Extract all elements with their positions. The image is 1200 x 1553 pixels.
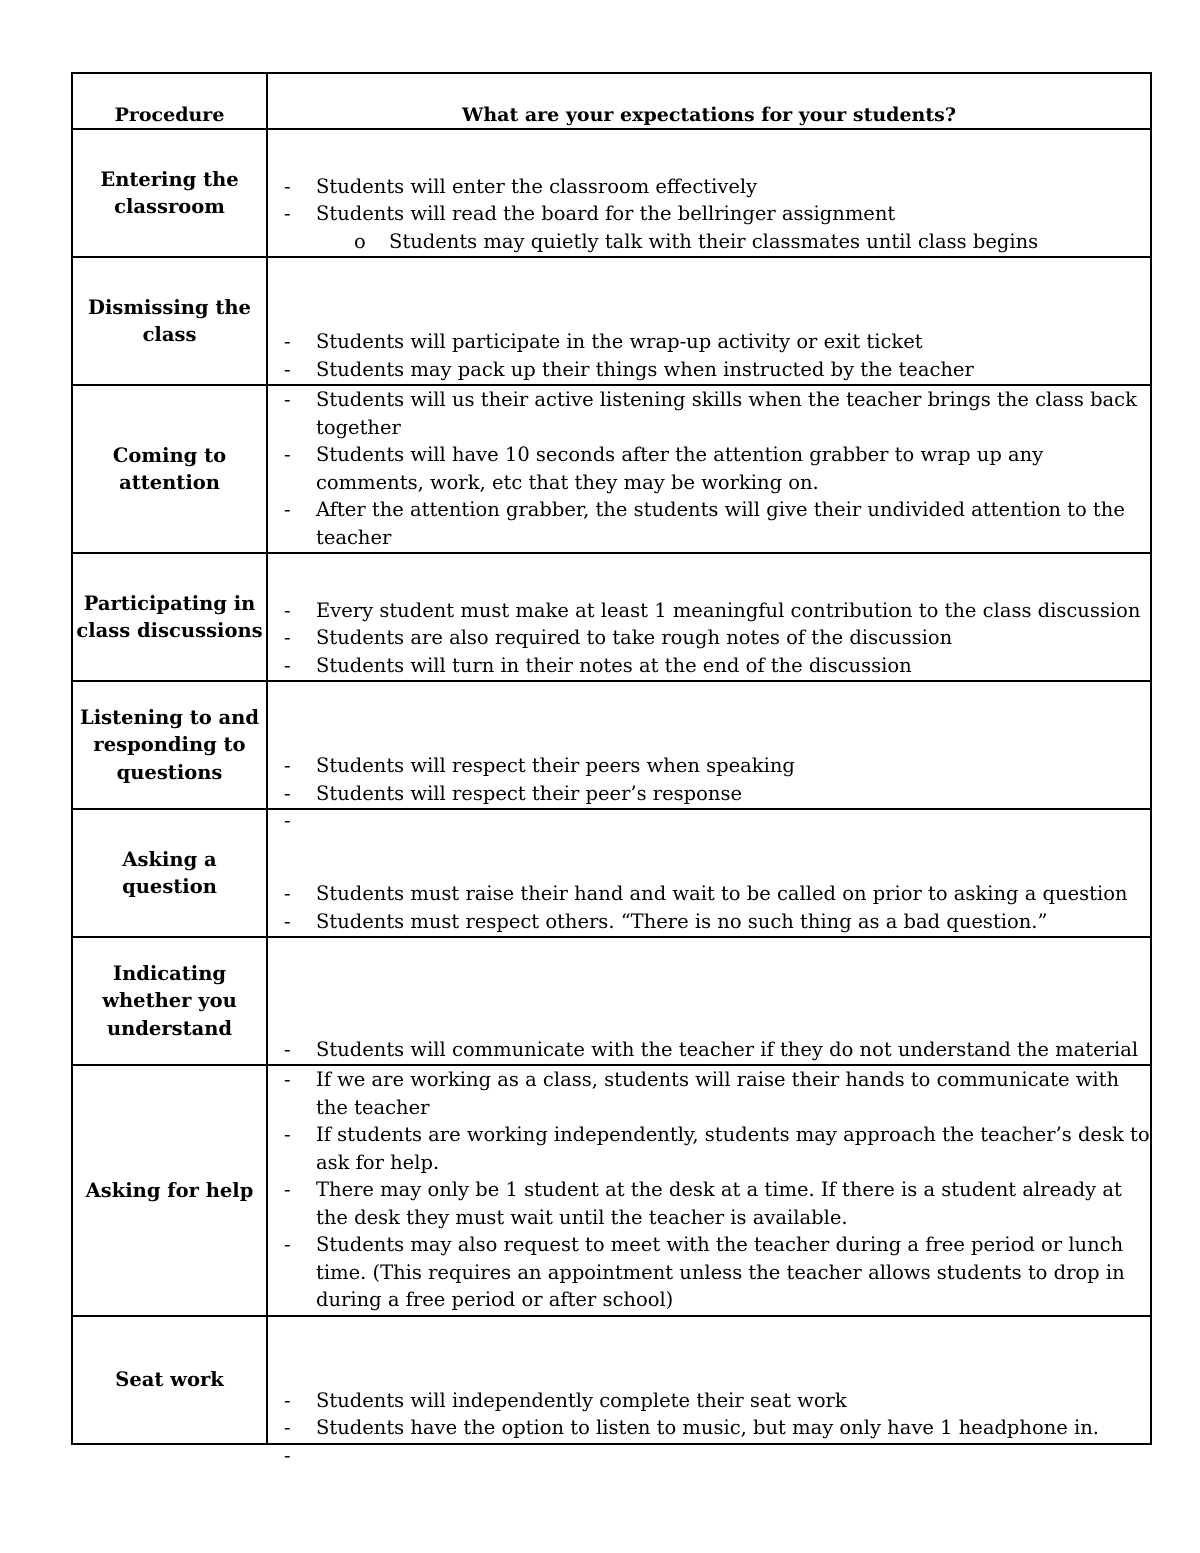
dash-bullet-icon: - [284,388,291,411]
expectation-text: Students will us their active listening skills when the teacher brings the class back together [316,388,1137,439]
expectation-text: Students will respect their peers when speaking [316,754,795,777]
expectation-text: Students will enter the classroom effectively [316,174,758,198]
procedure-label-line: Participating in [83,591,256,615]
procedure-label-line: whether you [102,989,237,1013]
procedure-label-line: Asking for help [85,1178,254,1202]
expectation-item [268,597,1150,625]
procedure-label-line: Coming to [112,443,227,467]
expectation-text: After the attention grabber, the students will give their undivided attention to the teacher [316,498,1125,549]
expectation-item [268,356,1150,384]
procedure-label-line: classroom [114,195,225,218]
procedure-label-line: Seat work [115,1367,224,1391]
expectations-table [71,72,1152,1467]
table-body [72,129,1151,1467]
expectation-text: There may only be 1 student at the desk at a time. If there is a student already at the desk they must wait until the teacher is available. [316,1178,1122,1229]
expectation-text: If we are working as a class, students will raise their hands to communicate with the teacher [316,1068,1120,1119]
table-row [72,681,1151,809]
expectation-item [268,752,1150,780]
dash-bullet-icon: - [284,754,291,777]
expectation-item [268,1231,1150,1314]
dash-bullet-icon: - [284,443,291,466]
table-row [72,809,1151,937]
procedure-label-line: Listening to and [80,705,259,729]
expectation-text: Students will independently complete their seat work [316,1388,847,1412]
expectation-text: Students may quietly talk with their classmates until class begins [389,229,1039,253]
expectation-list [268,597,1150,680]
expectation-item [268,1121,1150,1176]
dash-bullet-icon: - [284,498,291,521]
expectation-item [268,441,1150,496]
procedure-label-line: responding to [93,733,246,757]
procedure-label-line: class [142,323,197,346]
procedure-label-line: class discussions [76,619,263,642]
expectation-text: Students will have 10 seconds after the attention grabber to wrap up any comments, work, etc that they may be working on. [316,443,1044,494]
procedure-label-line: Indicating [112,961,227,985]
table-row [72,937,1151,1065]
table-row [72,129,1151,257]
expectation-item [268,1387,1150,1415]
table-row [72,1316,1151,1444]
table-row [72,385,1151,553]
dash-bullet-icon: - [284,626,291,649]
expectations-cell [267,681,1151,832]
expectation-list [268,1387,1150,1467]
procedure-cell [72,937,267,1065]
expectation-item [268,496,1150,551]
expectations-cell [267,553,1151,681]
procedure-label-line: question [122,875,217,898]
procedure-label-line: understand [106,1016,233,1040]
expectation-item [268,328,1150,356]
dash-bullet-icon: - [284,653,291,677]
dash-bullet-icon: - [284,1037,291,1061]
procedure-label-line: attention [119,471,220,494]
expectation-item [268,1176,1150,1231]
procedure-cell [72,809,267,937]
expectation-text: Students must raise their hand and wait to be called on prior to asking a question [316,882,1128,905]
procedure-label-line: Dismissing the [88,295,251,319]
dash-bullet-icon: - [284,1416,291,1439]
dash-bullet-icon: - [284,1233,291,1256]
expectation-text: Students will participate in the wrap-up activity or exit ticket [316,330,923,353]
expectation-list [268,880,1150,935]
procedure-cell [72,385,267,553]
expectation-item [268,880,1150,908]
expectation-item [268,1036,1150,1064]
dash-bullet-icon: - [284,357,291,381]
dash-bullet-icon: - [284,909,291,933]
procedure-cell [72,681,267,809]
expectation-text: Students will turn in their notes at the end of the discussion [316,653,912,677]
expectations-cell [267,809,1151,937]
expectation-list [268,386,1150,551]
expectation-item [268,173,1150,201]
expectation-text: If students are working independently, students may approach the teacher’s desk to ask for help. [316,1123,1150,1174]
procedure-header: Procedure [72,73,267,129]
expectation-item [268,1414,1150,1442]
dash-bullet-icon: - [284,598,291,622]
expectation-text: Every student must make at least 1 meaningful contribution to the class discussion [316,598,1141,622]
circle-bullet-icon: o [354,229,366,253]
expectation-text: Students may also request to meet with the teacher during a free period or lunch time. (This requires an appointment unless the teacher allows students to drop in during a free period or after school) [316,1233,1125,1311]
expectation-list [268,173,1150,256]
expectation-text: Students will communicate with the teacher if they do not understand the material [316,1037,1139,1061]
expectation-list [268,1036,1150,1064]
expectation-item [268,908,1150,936]
procedure-label-line: questions [116,760,223,784]
expectation-list [268,752,1150,832]
dash-bullet-icon: - [284,882,291,905]
expectation-item [268,652,1150,680]
procedure-cell [72,257,267,385]
expectation-item [268,200,1150,228]
table-header-row [72,73,1151,129]
expectations-cell [267,129,1151,257]
procedure-cell [72,1316,267,1444]
expectation-item [268,386,1150,441]
expectation-text: Students will respect their peer’s response [316,781,743,805]
table-row [72,553,1151,681]
dash-bullet-icon: - [284,781,291,805]
expectation-subitem [268,228,1150,256]
expectations-cell [267,1065,1151,1316]
expectation-item [268,1066,1150,1121]
expectation-item [268,624,1150,652]
dash-bullet-icon: - [284,330,291,353]
dash-bullet-icon: - [284,1178,291,1201]
expectations-cell [267,1316,1151,1467]
expectation-text: Students have the option to listen to music, but may only have 1 headphone in. [316,1416,1099,1439]
expectation-item [268,780,1150,808]
dash-bullet-icon: - [284,202,291,225]
procedure-cell [72,129,267,257]
expectation-text: Students may pack up their things when instructed by the teacher [316,357,974,381]
expectation-list [268,328,1150,383]
dash-bullet-icon: - [284,174,291,198]
dash-bullet-icon: - [284,1388,291,1412]
expectations-header: What are your expectations for your students? [267,73,1151,129]
table-row [72,1065,1151,1316]
dash-bullet-icon: - [284,1068,291,1091]
procedure-label-line: Asking a [122,847,217,871]
expectation-list [268,1066,1150,1314]
expectation-text: Students are also required to take rough notes of the discussion [316,626,953,649]
expectation-text: Students must respect others. “There is no such thing as a bad question.” [316,909,1048,933]
expectations-cell [267,385,1151,553]
dash-bullet-icon: - [284,1443,291,1467]
expectations-cell [267,257,1151,385]
expectation-text: Students will read the board for the bellringer assignment [316,202,896,225]
expectations-cell [267,937,1151,1065]
procedure-cell [72,553,267,681]
table-row [72,257,1151,385]
dash-bullet-icon: - [284,809,291,832]
procedure-cell [72,1065,267,1316]
dash-bullet-icon: - [284,1123,291,1146]
procedure-label-line: Entering the [100,167,239,191]
